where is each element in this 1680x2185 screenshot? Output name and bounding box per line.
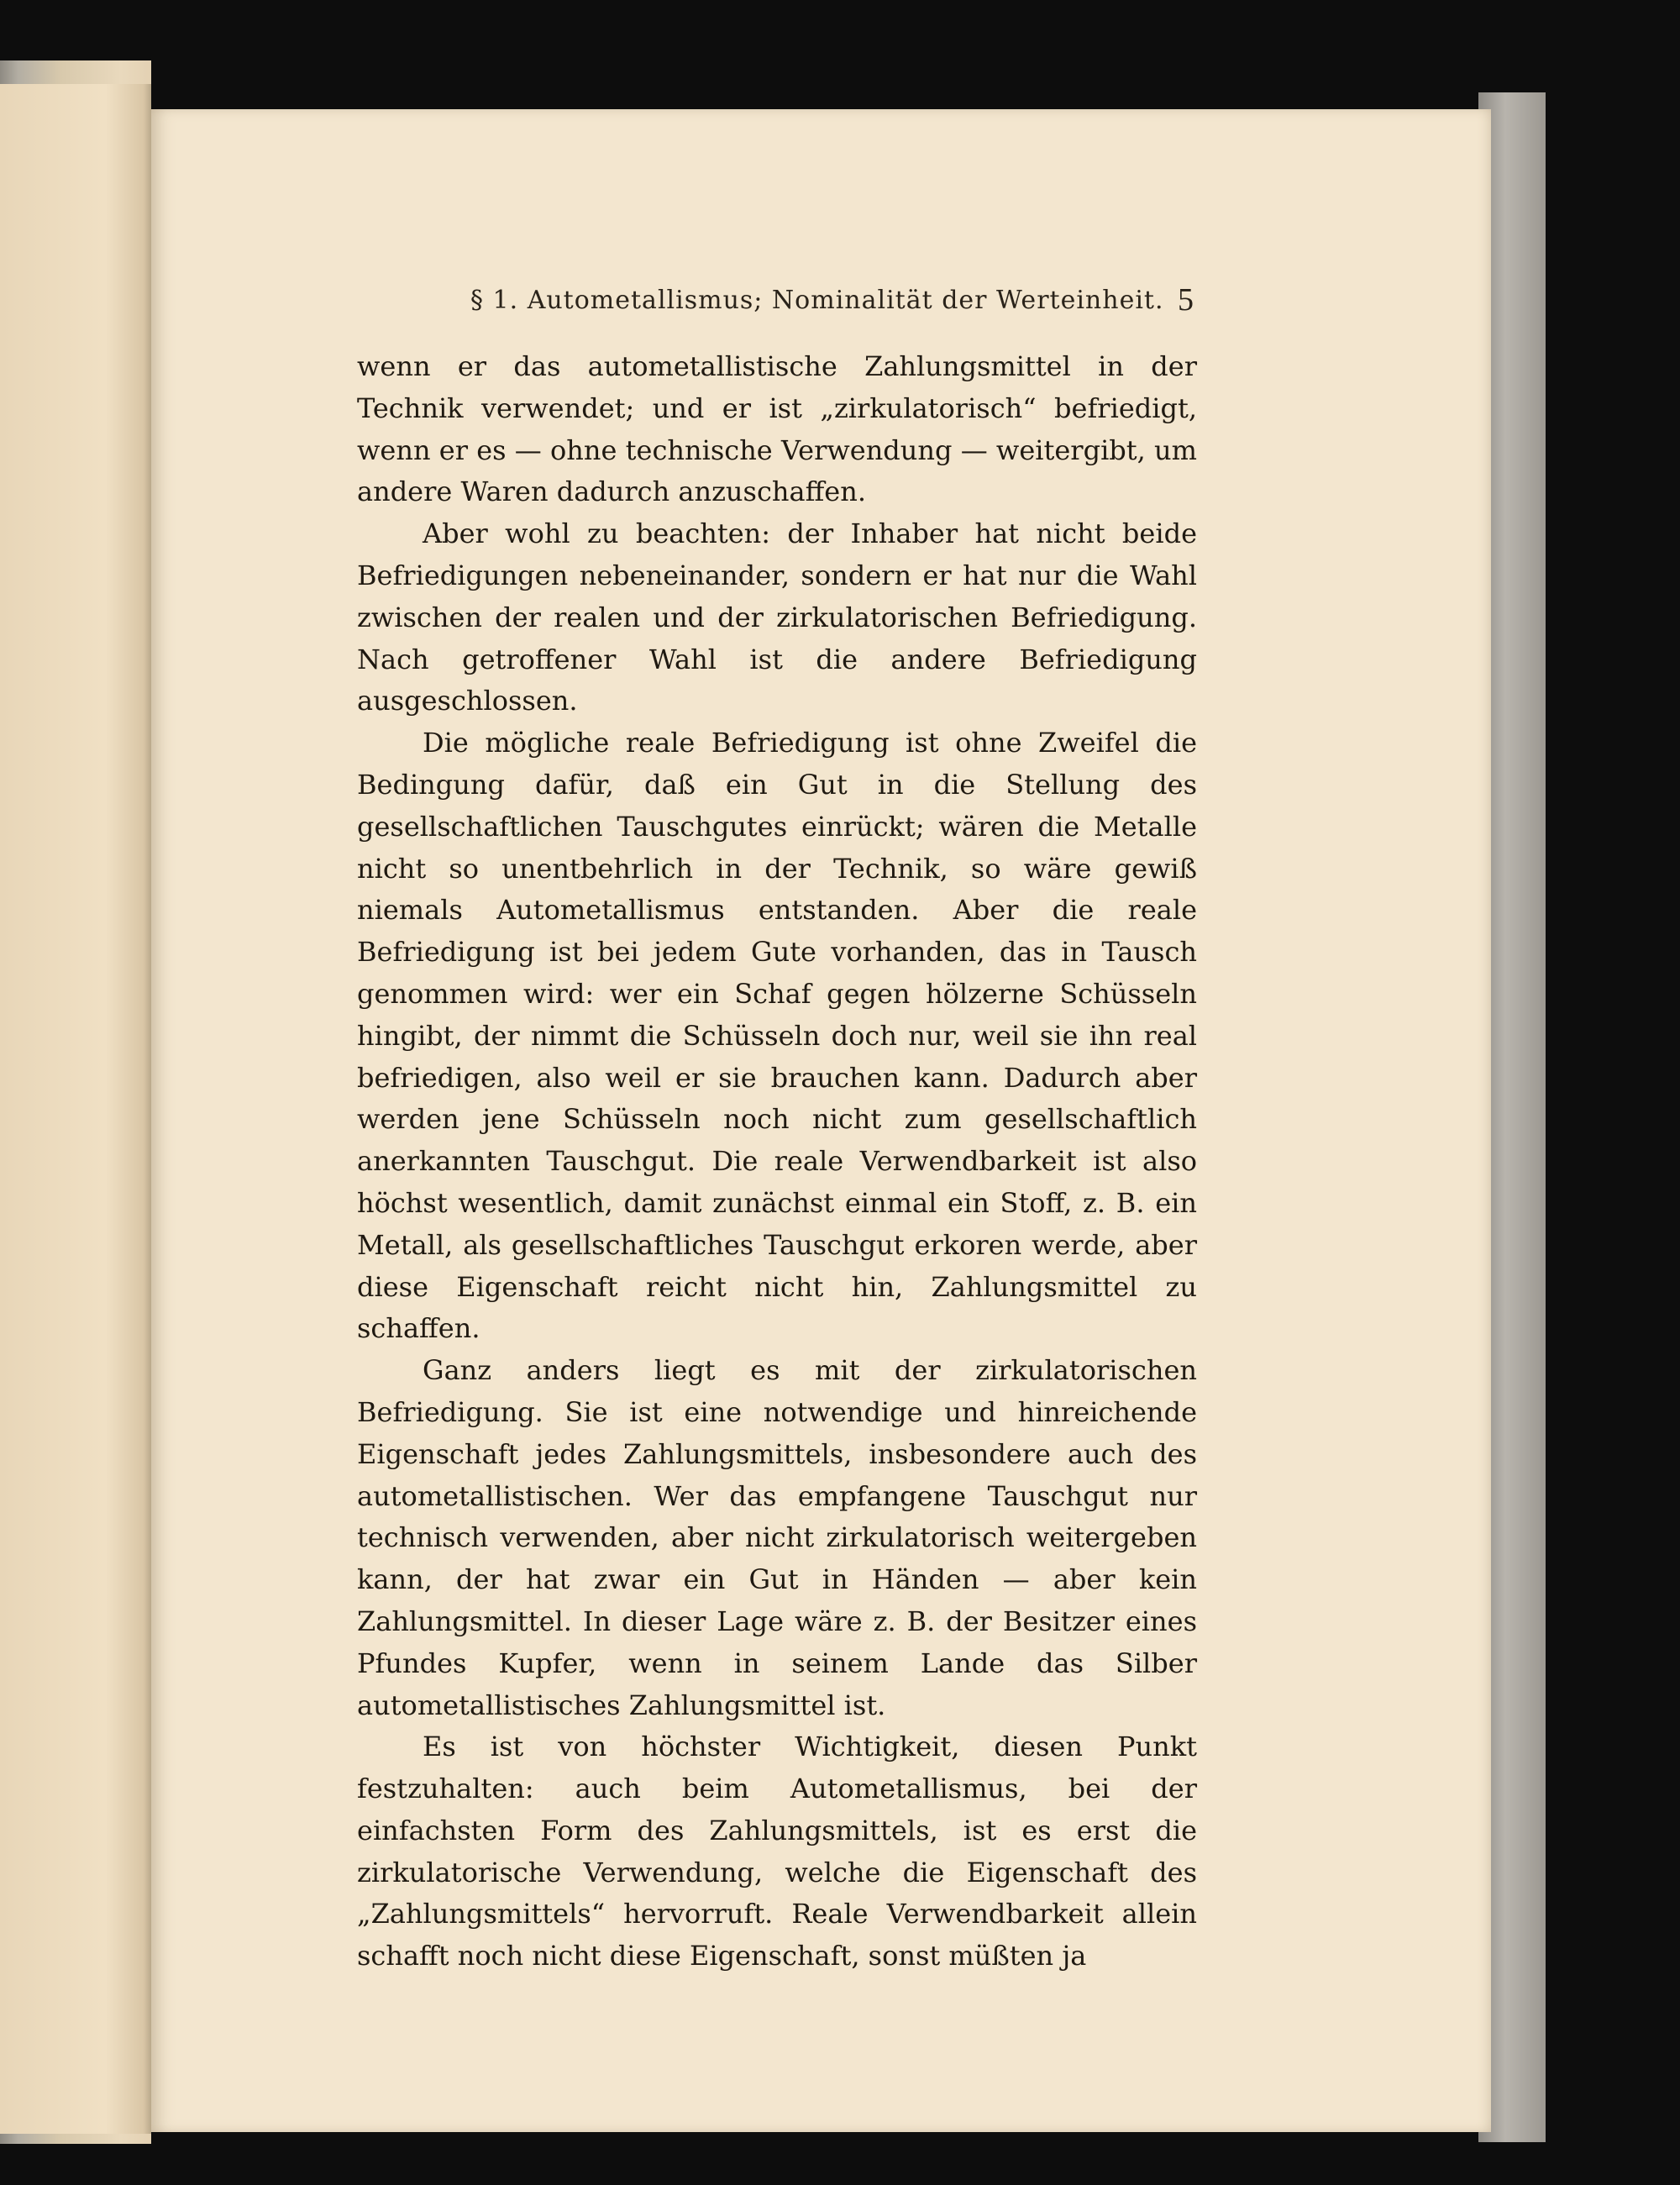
left-page-edge bbox=[0, 84, 151, 2134]
paragraph: Ganz anders liegt es mit der zirkulatorischen Befriedigung. Sie ist eine notwendige und hinreichende Eigenschaft jedes Zahlungsmittels, insbesondere auch des autometallistischen. Wer das empfangene Tauschgut nur technisch verwenden, aber nicht zirkulatorisch weitergeben kann, der hat zwar ein Gut in Händen — aber kein Zahlungsmittel. In dieser Lage wäre z. B. der Besitzer eines Pfundes Kupfer, wenn in seinem Lande das Silber autometallistisches Zahlungsmittel ist. bbox=[357, 1354, 1197, 1721]
running-head: § 1. Autometallismus; Nominalität der Werteinheit. bbox=[470, 286, 1164, 315]
paragraph: Es ist von höchster Wichtigkeit, diesen Punkt festzuhalten: auch beim Autometallismus, bei der einfachsten Form des Zahlungsmittels, ist es erst die zirkulatorische Verwendung, welche die Eigenschaft des „Zahlungsmittels“ hervorruft. Reale Verwendbarkeit allein schafft noch nicht diese Eigenschaft, sonst müßten ja bbox=[357, 1731, 1197, 1972]
page-number: 5 bbox=[1178, 282, 1194, 318]
paragraph: Die mögliche reale Befriedigung ist ohne Zweifel die Bedingung dafür, daß ein Gut in die Stellung des gesellschaftlichen Tauschgutes einrückt; wären die Metalle nicht so unentbehrlich in der Technik, so wäre gewiß niemals Autometallismus entstanden. Aber die reale Befriedigung ist bei jedem Gute vorhanden, das in Tausch genommen wird: wer ein Schaf gegen hölzerne Schüsseln hingibt, der nimmt die Schüsseln doch nur, weil sie ihn real befriedigen, also weil er sie brauchen kann. Dadurch aber werden jene Schüsseln noch nicht zum gesellschaftlich anerkannten Tauschgut. Die reale Verwendbarkeit ist also höchst wesentlich, damit zunächst einmal ein Stoff, z. B. ein Metall, als gesellschaftliches Tauschgut erkoren werde, aber diese Eigenschaft reicht nicht hin, Zahlungsmittel zu schaffen. bbox=[357, 727, 1197, 1345]
paragraph: Aber wohl zu beachten: der Inhaber hat nicht beide Befriedigungen nebeneinander, sondern er hat nur die Wahl zwischen der realen und der zirkulatorischen Befriedigung. Nach getroffener Wahl ist die andere Befriedigung ausgeschlossen. bbox=[357, 517, 1197, 717]
paragraph: wenn er das autometallistische Zahlungsmittel in der Technik verwendet; und er ist „zirkulatorisch“ befriedigt, wenn er es — ohne technische Verwendung — weitergibt, um andere Waren dadurch anzuschaffen. bbox=[357, 350, 1197, 508]
body-text bbox=[357, 346, 1197, 1978]
